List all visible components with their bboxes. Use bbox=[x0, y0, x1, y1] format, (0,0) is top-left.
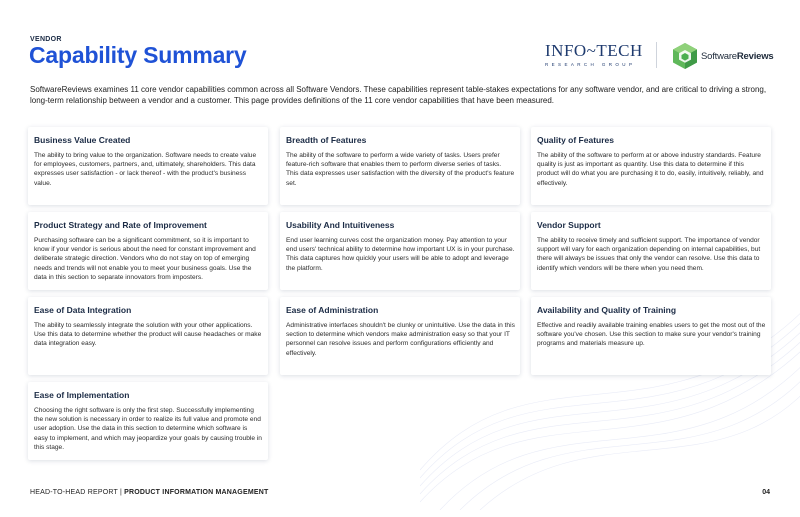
page-number: 04 bbox=[762, 489, 770, 496]
capability-title: Breadth of Features bbox=[286, 135, 367, 145]
capability-description: End user learning curves cost the organization money. Pay attention to your end users' technical ability to determine how important UX is in your purchase. This data captures how quickly your users will be able to adopt and leverage the platform. bbox=[286, 237, 515, 272]
capability-title: Vendor Support bbox=[537, 220, 601, 230]
capability-card-quality-of-features bbox=[531, 127, 771, 205]
capability-card-breadth-of-features bbox=[280, 127, 520, 205]
logo-bar bbox=[545, 40, 775, 72]
capability-title: Ease of Data Integration bbox=[34, 305, 132, 315]
capability-card-vendor-support bbox=[531, 212, 771, 290]
capability-description: The ability to bring value to the organization. Software needs to create value for employees, customers, partners, and, ultimately, shareholders. This data expresses user satisfaction - or lack thereof - with the product's business value. bbox=[34, 152, 257, 187]
capability-title: Business Value Created bbox=[34, 135, 131, 145]
wordmark-prefix: Software bbox=[701, 50, 737, 62]
capability-description: Effective and readily available training enables users to get the most out of the software you've chosen. Use this section to make sure your vendor's training programs and materials measure up. bbox=[537, 322, 766, 348]
wordmark-suffix: Reviews bbox=[736, 50, 774, 62]
capability-card-training bbox=[531, 297, 771, 375]
footer-report-label bbox=[30, 489, 268, 496]
capability-description: The ability of the software to perform a wide variety of tasks. Users prefer feature-rich software that enables them to perform diverse series of tasks. This data expresses user satisfaction with the diversity of the product's feature set. bbox=[286, 152, 515, 187]
capability-card-administration bbox=[280, 297, 520, 375]
footer-separator: | bbox=[117, 489, 125, 496]
softwarereviews-cube-icon bbox=[672, 42, 698, 70]
intro-paragraph: SoftwareReviews examines 11 core vendor capabilities common across all Software Vendors. These capabilities represent table-stakes expectations for any software vendor, and are critical to driving a strong, long-term relationship between a vendor and a customer. This page provides definitions of the 11 core vendor capabilities that have been measured. bbox=[30, 85, 767, 105]
capability-card-usability bbox=[280, 212, 520, 290]
infotech-logo-main: INFO~TECH bbox=[545, 41, 643, 60]
page-title: Capability Summary bbox=[29, 42, 247, 68]
capability-description: The ability of the software to perform at or above industry standards. Feature quality is just as important as quantity. Use this data to determine if this product will do what you are purchasing it to do, easily, intuitively, reliably, and effectively. bbox=[537, 152, 764, 187]
capability-card-data-integration bbox=[28, 297, 268, 375]
softwarereviews-wordmark bbox=[701, 51, 774, 62]
capability-title: Usability And Intuitiveness bbox=[286, 220, 395, 230]
capability-title: Availability and Quality of Training bbox=[537, 305, 677, 315]
capability-description: Administrative interfaces shouldn't be clunky or unintuitive. Use the data in this section to determine which vendors make administration easy so that your IT personnel can resolve issues and perform configurations efficiently and effectively. bbox=[286, 322, 515, 357]
capability-title: Ease of Implementation bbox=[34, 390, 130, 400]
capability-description: Choosing the right software is only the first step. Successfully implementing the new solution is necessary in order to realize its full value and promote end user adoption. Use the data in this section to determine which software is easy to implement, and which may jeopardize your goals by causing trouble in this stage. bbox=[34, 407, 262, 451]
capability-description: The ability to seamlessly integrate the solution with your other applications. Use this data to determine whether the product will cause headaches or make data integration easy. bbox=[34, 322, 262, 348]
infotech-logo bbox=[545, 42, 645, 68]
footer-category: PRODUCT INFORMATION MANAGEMENT bbox=[124, 489, 269, 496]
capability-card-product-strategy bbox=[28, 212, 268, 290]
capability-description: The ability to receive timely and sufficient support. The importance of vendor support will vary for each organization depending on internal capabilities, but there will always be issues that only the vendor can resolve. Use this data to identify which vendors will be there when you need them. bbox=[537, 237, 761, 272]
softwarereviews-logo bbox=[672, 42, 774, 70]
capability-card-implementation bbox=[28, 382, 268, 460]
capability-description: Purchasing software can be a significant commitment, so it is important to know if your vendor is serious about the need for constant improvement and deliberate strategic direction. Vendors who do not stay on top of emerging needs and trends will not enable you to meet your business goals. Use the data in this section to separate innovators from imposters. bbox=[34, 237, 256, 281]
footer-report: HEAD-TO-HEAD REPORT bbox=[30, 489, 118, 496]
infotech-logo-sub: RESEARCH GROUP bbox=[545, 62, 636, 67]
logo-divider bbox=[656, 42, 657, 68]
capability-card-business-value bbox=[28, 127, 268, 205]
capability-title: Ease of Administration bbox=[286, 305, 379, 315]
capability-title: Quality of Features bbox=[537, 135, 614, 145]
section-eyebrow: VENDOR bbox=[30, 36, 62, 43]
capability-title: Product Strategy and Rate of Improvement bbox=[34, 220, 207, 230]
